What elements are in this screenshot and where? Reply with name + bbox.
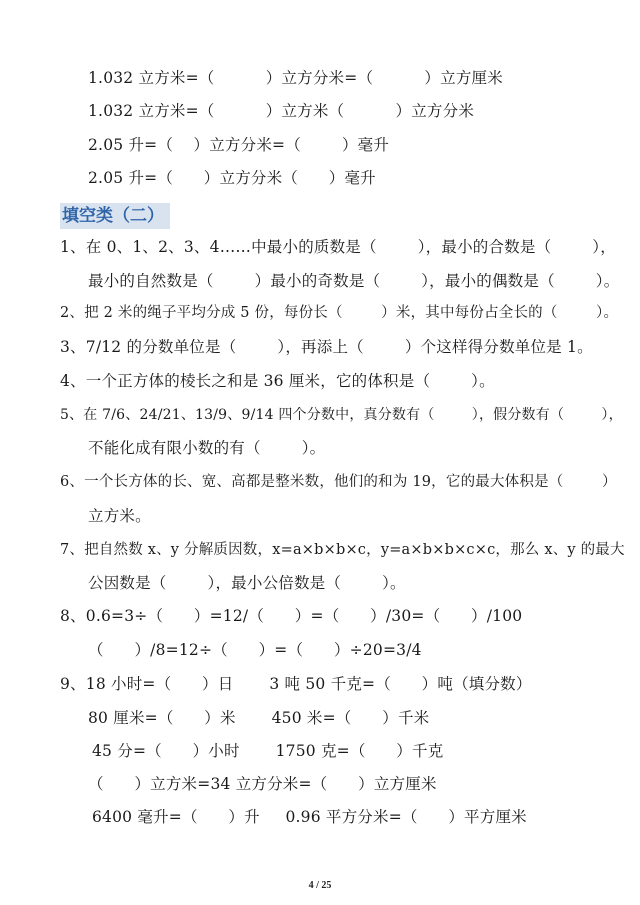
question-5: 5、在 7/6、24/21、13/9、9/14 四个分数中，真分数有（ ），假分数有（ ）， [60,407,623,423]
question-9-line-4: （ ）立方米=34 立方分米=（ ）立方厘米 [88,775,437,793]
question-7-continued: 公因数是（ ），最小公倍数是（ ）。 [88,574,406,592]
question-9-line-2: 80 厘米=（ ）米 450 米=（ ）千米 [88,709,430,727]
question-2: 2、把 2 米的绳子平均分成 5 份，每份长（ ）米，其中每份占全长的（ ）。 [60,305,619,321]
question-6-continued: 立方米。 [88,507,151,525]
page-number: 4 / 25 [308,880,332,891]
question-3: 3、7/12 的分数单位是（ ），再添上（ ）个这样得分数单位是 1。 [60,338,593,356]
question-8-continued: （ ）/8=12÷（ ）=（ ）÷20=3/4 [88,641,422,659]
conversion-line-3: 2.05 升=（ ）立方分米=（ ）毫升 [88,136,390,154]
conversion-line-1: 1.032 立方米=（ ）立方分米=（ ）立方厘米 [88,69,503,87]
question-5-continued: 不能化成有限小数的有（ ）。 [88,439,326,457]
question-1: 1、在 0、1、2、3、4……中最小的质数是（ ），最小的合数是（ ）， [60,238,616,256]
question-8: 8、0.6=3÷（ ）=12/（ ）=（ ）/30=（ ）/100 [60,607,523,625]
question-1-continued: 最小的自然数是（ ）最小的奇数是（ ），最小的偶数是（ ）。 [88,272,620,290]
question-9-line-5: 6400 毫升=（ ）升 0.96 平方分米=（ ）平方厘米 [92,808,527,826]
question-9: 9、18 小时=（ ）日 3 吨 50 千克=（ ）吨（填分数） [60,675,532,693]
conversion-line-2: 1.032 立方米=（ ）立方米（ ）立方分米 [88,102,475,120]
conversion-line-4: 2.05 升=（ ）立方分米（ ）毫升 [88,169,376,187]
question-7: 7、把自然数 x、y 分解质因数，x=a×b×b×c，y=a×b×b×c×c，那么 x、y 的最大 [60,542,625,558]
question-9-line-3: 45 分=（ ）小时 1750 克=（ ）千克 [92,742,444,760]
question-4: 4、一个正方体的棱长之和是 36 厘米，它的体积是（ ）。 [60,372,495,390]
section-title: 填空类（二） [60,203,170,229]
question-6: 6、一个长方体的长、宽、高都是整米数，他们的和为 19，它的最大体积是（ ） [60,474,617,490]
